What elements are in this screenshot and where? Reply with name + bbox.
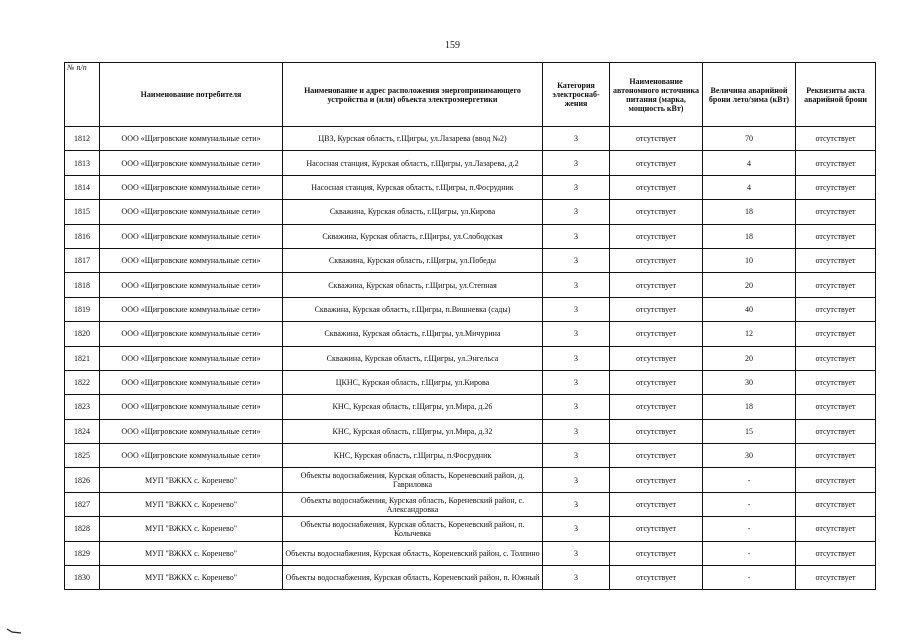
cell-source: отсутствует bbox=[610, 370, 703, 394]
cell-value: 15 bbox=[703, 419, 796, 443]
cell-requisites: отсутствует bbox=[796, 248, 876, 272]
cell-consumer: ООО «Щигровские коммунальные сети» bbox=[100, 444, 283, 468]
header-object: Наименование и адрес расположения энергопринимающего устройства и (или) объекта электроэнергетики bbox=[283, 63, 543, 127]
cell-source: отсутствует bbox=[610, 346, 703, 370]
cell-value: 4 bbox=[703, 175, 796, 199]
header-requisites: Реквизиты акта аварийной брони bbox=[796, 63, 876, 127]
cell-value: 18 bbox=[703, 200, 796, 224]
cell-category: 3 bbox=[543, 127, 610, 151]
cell-num: 1812 bbox=[65, 127, 100, 151]
cell-requisites: отсутствует bbox=[796, 492, 876, 516]
table-row bbox=[65, 200, 876, 224]
cell-object: Объекты водоснабжения, Курская область, Кореневский район, п. Колычевка bbox=[283, 517, 543, 541]
cell-consumer: ООО «Щигровские коммунальные сети» bbox=[100, 248, 283, 272]
cell-source: отсутствует bbox=[610, 419, 703, 443]
table-row bbox=[65, 517, 876, 541]
cell-source: отсутствует bbox=[610, 151, 703, 175]
cell-num: 1819 bbox=[65, 297, 100, 321]
header-value: Величина аварийной брони лето/зима (кВт) bbox=[703, 63, 796, 127]
cell-source: отсутствует bbox=[610, 468, 703, 492]
cell-source: отсутствует bbox=[610, 566, 703, 590]
cell-requisites: отсутствует bbox=[796, 127, 876, 151]
cell-object: Насосная станция, Курская область, г.Щигры, ул.Лазарева, д.2 bbox=[283, 151, 543, 175]
cell-object: ЦКНС, Курская область, г.Щигры, ул.Кирова bbox=[283, 370, 543, 394]
cell-object: Объекты водоснабжения, Курская область, Кореневский район, д. Гавриловка bbox=[283, 468, 543, 492]
cell-consumer: МУП "ВЖКХ с. Коренево" bbox=[100, 541, 283, 565]
cell-category: 3 bbox=[543, 395, 610, 419]
cell-object: Скважина, Курская область, г.Щигры, п.Вишневка (сады) bbox=[283, 297, 543, 321]
cell-value: 20 bbox=[703, 273, 796, 297]
cell-num: 1820 bbox=[65, 322, 100, 346]
table-row bbox=[65, 468, 876, 492]
cell-requisites: отсутствует bbox=[796, 175, 876, 199]
cell-requisites: отсутствует bbox=[796, 444, 876, 468]
cell-requisites: отсутствует bbox=[796, 224, 876, 248]
cell-requisites: отсутствует bbox=[796, 395, 876, 419]
cell-category: 3 bbox=[543, 370, 610, 394]
table-row bbox=[65, 541, 876, 565]
table-row bbox=[65, 297, 876, 321]
cell-object: Объекты водоснабжения, Курская область, Кореневский район, п. Южный bbox=[283, 566, 543, 590]
table-row bbox=[65, 273, 876, 297]
cell-object: ЦВЗ, Курская область, г.Щигры, ул.Лазарева (ввод №2) bbox=[283, 127, 543, 151]
cell-consumer: ООО «Щигровские коммунальные сети» bbox=[100, 346, 283, 370]
cell-value: 4 bbox=[703, 151, 796, 175]
table-row bbox=[65, 224, 876, 248]
cell-object: Скважина, Курская область, г.Щигры, ул.Степная bbox=[283, 273, 543, 297]
cell-source: отсутствует bbox=[610, 297, 703, 321]
cell-value: 20 bbox=[703, 346, 796, 370]
cell-value: 30 bbox=[703, 444, 796, 468]
cell-value: - bbox=[703, 517, 796, 541]
cell-requisites: отсутствует bbox=[796, 200, 876, 224]
cell-num: 1814 bbox=[65, 175, 100, 199]
cell-value: 10 bbox=[703, 248, 796, 272]
cell-num: 1829 bbox=[65, 541, 100, 565]
cell-object: Насосная станция, Курская область, г.Щигры, п.Фосрудник bbox=[283, 175, 543, 199]
cell-object: Скважина, Курская область, г.Щигры, ул.Кирова bbox=[283, 200, 543, 224]
cell-consumer: ООО «Щигровские коммунальные сети» bbox=[100, 175, 283, 199]
cell-num: 1821 bbox=[65, 346, 100, 370]
cell-consumer: МУП "ВЖКХ с. Коренево" bbox=[100, 517, 283, 541]
cell-consumer: ООО «Щигровские коммунальные сети» bbox=[100, 273, 283, 297]
cell-category: 3 bbox=[543, 468, 610, 492]
cell-category: 3 bbox=[543, 419, 610, 443]
cell-consumer: ООО «Щигровские коммунальные сети» bbox=[100, 151, 283, 175]
cell-value: 12 bbox=[703, 322, 796, 346]
cell-requisites: отсутствует bbox=[796, 370, 876, 394]
cell-category: 3 bbox=[543, 492, 610, 516]
cell-category: 3 bbox=[543, 297, 610, 321]
cell-object: Скважина, Курская область, г.Щигры, ул.Энгельса bbox=[283, 346, 543, 370]
table-row bbox=[65, 175, 876, 199]
cell-requisites: отсутствует bbox=[796, 273, 876, 297]
cell-num: 1828 bbox=[65, 517, 100, 541]
table-row bbox=[65, 419, 876, 443]
cell-num: 1822 bbox=[65, 370, 100, 394]
cell-object: Скважина, Курская область, г.Щигры, ул.Мичурина bbox=[283, 322, 543, 346]
cell-source: отсутствует bbox=[610, 541, 703, 565]
table-row bbox=[65, 322, 876, 346]
cell-category: 3 bbox=[543, 248, 610, 272]
table-body bbox=[65, 127, 876, 590]
cell-value: 70 bbox=[703, 127, 796, 151]
cell-requisites: отсутствует bbox=[796, 297, 876, 321]
cell-requisites: отсутствует bbox=[796, 322, 876, 346]
cell-value: 18 bbox=[703, 395, 796, 419]
cell-num: 1826 bbox=[65, 468, 100, 492]
header-source: Наименование автономного источника питания (марка, мощность кВт) bbox=[610, 63, 703, 127]
cell-consumer: МУП "ВЖКХ с. Коренево" bbox=[100, 566, 283, 590]
table-header bbox=[65, 63, 876, 127]
table-row bbox=[65, 370, 876, 394]
cell-consumer: МУП "ВЖКХ с. Коренево" bbox=[100, 468, 283, 492]
cell-category: 3 bbox=[543, 566, 610, 590]
cell-consumer: ООО «Щигровские коммунальные сети» bbox=[100, 370, 283, 394]
cell-consumer: ООО «Щигровские коммунальные сети» bbox=[100, 200, 283, 224]
page-number: 159 bbox=[445, 40, 460, 51]
cell-source: отсутствует bbox=[610, 200, 703, 224]
cell-category: 3 bbox=[543, 541, 610, 565]
cell-category: 3 bbox=[543, 151, 610, 175]
table-row bbox=[65, 395, 876, 419]
cell-requisites: отсутствует bbox=[796, 541, 876, 565]
cell-object: Скважина, Курская область, г.Щигры, ул.Слободская bbox=[283, 224, 543, 248]
cell-source: отсутствует bbox=[610, 517, 703, 541]
cell-consumer: МУП "ВЖКХ с. Коренево" bbox=[100, 492, 283, 516]
cell-requisites: отсутствует bbox=[796, 517, 876, 541]
table-row bbox=[65, 127, 876, 151]
table-row bbox=[65, 248, 876, 272]
cell-category: 3 bbox=[543, 273, 610, 297]
cell-num: 1823 bbox=[65, 395, 100, 419]
cell-category: 3 bbox=[543, 224, 610, 248]
header-category: Категория электроснаб-жения bbox=[543, 63, 610, 127]
cell-object: Объекты водоснабжения, Курская область, Кореневский район, с. Толпино bbox=[283, 541, 543, 565]
cell-value: 18 bbox=[703, 224, 796, 248]
cell-consumer: ООО «Щигровские коммунальные сети» bbox=[100, 395, 283, 419]
cell-value: - bbox=[703, 541, 796, 565]
cell-value: 40 bbox=[703, 297, 796, 321]
cell-requisites: отсутствует bbox=[796, 151, 876, 175]
cell-num: 1818 bbox=[65, 273, 100, 297]
cell-category: 3 bbox=[543, 322, 610, 346]
emergency-reserve-table bbox=[64, 62, 876, 590]
cell-object: Скважина, Курская область, г.Щигры, ул.Победы bbox=[283, 248, 543, 272]
cell-source: отсутствует bbox=[610, 127, 703, 151]
cell-value: - bbox=[703, 468, 796, 492]
cell-object: КНС, Курская область, г.Щигры, ул.Мира, д.26 bbox=[283, 395, 543, 419]
cell-category: 3 bbox=[543, 517, 610, 541]
cell-consumer: ООО «Щигровские коммунальные сети» bbox=[100, 322, 283, 346]
cell-requisites: отсутствует bbox=[796, 468, 876, 492]
cell-category: 3 bbox=[543, 175, 610, 199]
cell-requisites: отсутствует bbox=[796, 346, 876, 370]
cell-num: 1815 bbox=[65, 200, 100, 224]
cell-source: отсутствует bbox=[610, 492, 703, 516]
table-row bbox=[65, 566, 876, 590]
cell-object: Объекты водоснабжения, Курская область, Кореневский район, с. Александровка bbox=[283, 492, 543, 516]
cell-source: отсутствует bbox=[610, 273, 703, 297]
cell-category: 3 bbox=[543, 444, 610, 468]
cell-num: 1827 bbox=[65, 492, 100, 516]
cell-source: отсутствует bbox=[610, 224, 703, 248]
cell-source: отсутствует bbox=[610, 322, 703, 346]
cell-consumer: ООО «Щигровские коммунальные сети» bbox=[100, 419, 283, 443]
cell-consumer: ООО «Щигровские коммунальные сети» bbox=[100, 127, 283, 151]
scan-mark-icon bbox=[6, 628, 22, 634]
cell-source: отсутствует bbox=[610, 395, 703, 419]
cell-num: 1817 bbox=[65, 248, 100, 272]
cell-object: КНС, Курская область, г.Щигры, ул.Мира, д.32 bbox=[283, 419, 543, 443]
cell-value: - bbox=[703, 566, 796, 590]
table-row bbox=[65, 346, 876, 370]
cell-category: 3 bbox=[543, 346, 610, 370]
table-row bbox=[65, 444, 876, 468]
cell-num: 1825 bbox=[65, 444, 100, 468]
cell-num: 1813 bbox=[65, 151, 100, 175]
cell-source: отсутствует bbox=[610, 248, 703, 272]
header-row bbox=[65, 63, 876, 127]
cell-num: 1830 bbox=[65, 566, 100, 590]
table-row bbox=[65, 492, 876, 516]
table-row bbox=[65, 151, 876, 175]
cell-object: КНС, Курская область, г.Щигры, п.Фосрудник bbox=[283, 444, 543, 468]
header-consumer: Наименование потребителя bbox=[100, 63, 283, 127]
cell-value: 30 bbox=[703, 370, 796, 394]
cell-consumer: ООО «Щигровские коммунальные сети» bbox=[100, 297, 283, 321]
cell-value: - bbox=[703, 492, 796, 516]
cell-consumer: ООО «Щигровские коммунальные сети» bbox=[100, 224, 283, 248]
cell-num: 1824 bbox=[65, 419, 100, 443]
cell-category: 3 bbox=[543, 200, 610, 224]
cell-source: отсутствует bbox=[610, 175, 703, 199]
cell-requisites: отсутствует bbox=[796, 419, 876, 443]
cell-num: 1816 bbox=[65, 224, 100, 248]
cell-source: отсутствует bbox=[610, 444, 703, 468]
cell-requisites: отсутствует bbox=[796, 566, 876, 590]
header-num: № п/п bbox=[65, 63, 100, 127]
